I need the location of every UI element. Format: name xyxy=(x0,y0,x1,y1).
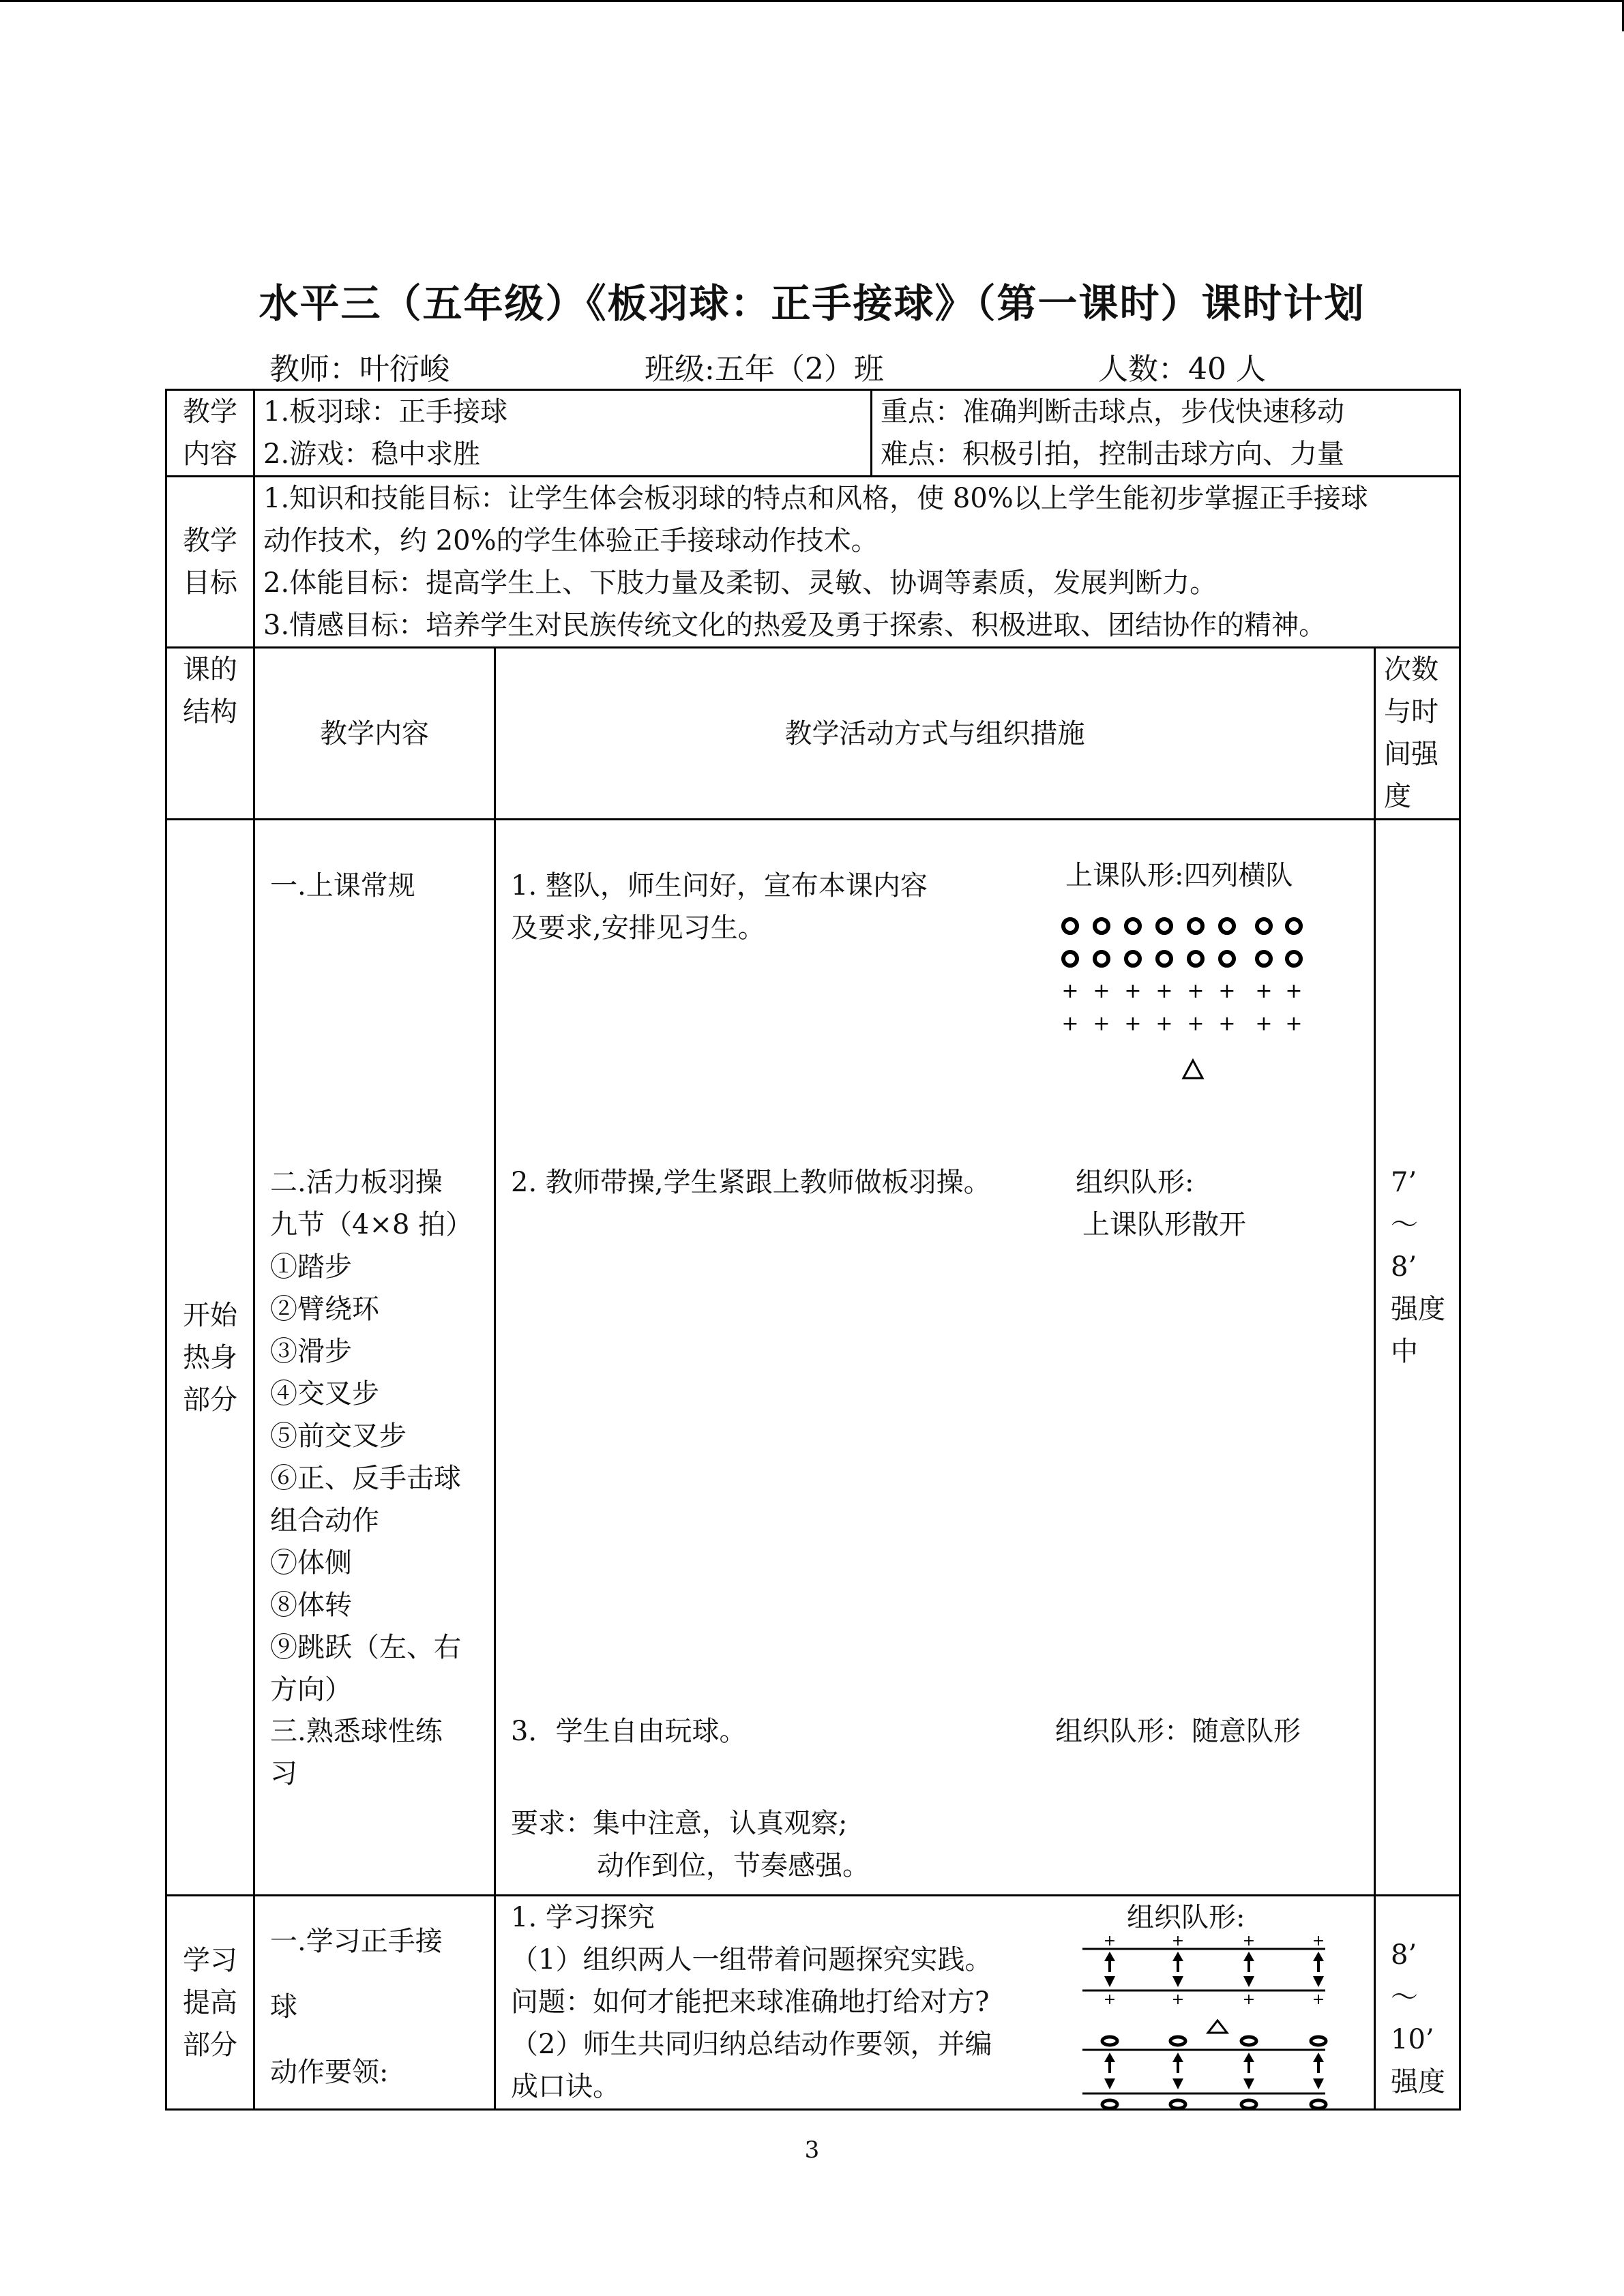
content-item: 2.游戏：稳中求胜 xyxy=(263,438,481,470)
svg-text:+: + xyxy=(1103,1934,1117,1950)
difficulty-text: 难点：积极引拍，控制击球方向、力量 xyxy=(881,438,1345,470)
activity-explore: 1. 学习探究 xyxy=(511,1902,655,1933)
formation-label-3: 组织队形：随意队形 xyxy=(1055,1716,1301,1747)
svg-text:+: + xyxy=(1312,1991,1325,2008)
warmup-content xyxy=(254,820,495,1896)
row-teaching-goals xyxy=(166,477,1460,648)
label-learning: 学习 提高 部分 xyxy=(166,1896,254,2110)
goal-line: 动作技术，约 20%的学生体验正手接球动作技术。 xyxy=(263,525,879,556)
label-teaching-goals: 教学 目标 xyxy=(166,477,254,648)
goal-line: 1.知识和技能目标：让学生体会板羽球的特点和风格，使 80%以上学生能初步掌握正手接球 xyxy=(263,483,1368,514)
svg-text:+: + xyxy=(1255,979,1273,1003)
row-warmup xyxy=(166,820,1460,1896)
formation-label-2: 组织队形: xyxy=(1076,1167,1194,1198)
lesson-plan-table xyxy=(165,389,1461,2111)
teacher-info: 教师：叶衍峻 xyxy=(269,352,449,387)
svg-text:+: + xyxy=(1155,1012,1173,1036)
content-item: 1.板羽球：正手接球 xyxy=(263,396,508,428)
formation-label-1: 上课队形:四列横队 xyxy=(1065,860,1293,891)
svg-text:+: + xyxy=(1093,1012,1110,1036)
svg-text:+: + xyxy=(1187,1012,1205,1036)
row-teaching-content xyxy=(166,390,1460,477)
svg-text:+: + xyxy=(1285,979,1303,1003)
svg-text:+: + xyxy=(1124,1012,1142,1036)
key-point-text: 重点：准确判断击球点，步伐快速移动 xyxy=(881,396,1345,428)
teaching-goals-text xyxy=(254,477,1460,648)
page-number: 3 xyxy=(804,2136,820,2164)
label-teaching-content: 教学 内容 xyxy=(166,390,254,477)
content-exercise: 二.活力板羽操 九节（4×8 拍） ①踏步 ②臂绕环 ③滑步 ④交叉步 ⑤前交叉步 ⑥正、反手击球 组合动作 ⑦体侧 ⑧体转 ⑨跳跃（左、右 方向） xyxy=(270,1167,473,1705)
svg-text:+: + xyxy=(1312,1934,1325,1950)
activity-step-1: （1）组织两人一组带着问题探究实践。 xyxy=(511,1944,992,1976)
page-top-border xyxy=(0,0,1624,2)
svg-text:+: + xyxy=(1061,1012,1079,1036)
teaching-content-items xyxy=(254,390,872,477)
svg-text:+: + xyxy=(1242,1934,1256,1950)
svg-text:+: + xyxy=(1285,1012,1303,1036)
svg-text:+: + xyxy=(1061,979,1079,1003)
svg-text:+: + xyxy=(1103,1991,1117,2008)
warmup-time: 7’ ～ 8’ 强度 中 xyxy=(1375,820,1460,1896)
key-points xyxy=(872,390,1460,477)
header-structure: 课的 结构 xyxy=(166,648,254,820)
svg-text:+: + xyxy=(1155,979,1173,1003)
warmup-activity xyxy=(495,820,1375,1896)
svg-text:+: + xyxy=(1242,1991,1256,2008)
student-count: 人数：40 人 xyxy=(1098,352,1266,387)
row-headers xyxy=(166,648,1460,820)
activity-step-2b: 成口诀。 xyxy=(511,2071,620,2102)
activity-question: 问题：如何才能把来球准确地打给对方? xyxy=(511,1986,990,2018)
svg-text:+: + xyxy=(1171,1934,1185,1950)
content-routine: 一.上课常规 xyxy=(270,870,415,901)
page-title: 水平三（五年级）《板羽球：正手接球》（第一课时）课时计划 xyxy=(259,280,1365,327)
requirements: 要求：集中注意，认真观察; 动作到位，节奏感强。 xyxy=(511,1808,870,1881)
svg-text:+: + xyxy=(1255,1012,1273,1036)
row-learning xyxy=(166,1896,1460,2110)
learning-activity xyxy=(495,1896,1375,2110)
learning-time: 8’ ～ 10’ 强度 xyxy=(1375,1896,1460,2110)
activity-free-play: 3．学生自由玩球。 xyxy=(511,1716,747,1747)
activity-exercise: 2. 教师带操,学生紧跟上教师做板羽操。 xyxy=(511,1167,991,1198)
header-content: 教学内容 xyxy=(254,648,495,820)
svg-text:+: + xyxy=(1171,1991,1185,2008)
formation-label-learn: 组织队形: xyxy=(1127,1902,1245,1933)
formation-label-2b: 上课队形散开 xyxy=(1082,1209,1246,1240)
svg-text:+: + xyxy=(1218,979,1236,1003)
svg-text:+: + xyxy=(1187,979,1205,1003)
class-info: 班级:五年（2）班 xyxy=(645,352,884,387)
svg-text:+: + xyxy=(1124,979,1142,1003)
svg-text:+: + xyxy=(1218,1012,1236,1036)
pair-formation-diagram xyxy=(1082,1934,1328,2138)
goal-line: 2.体能目标：提高学生上、下肢力量及柔韧、灵敏、协调等素质，发展判断力。 xyxy=(263,567,1217,599)
label-warmup: 开始 热身 部分 xyxy=(166,820,254,1896)
learning-content: 一.学习正手接 球 动作要领: xyxy=(254,1896,495,2110)
header-activity: 教学活动方式与组织措施 xyxy=(495,648,1375,820)
goal-line: 3.情感目标：培养学生对民族传统文化的热爱及勇于探索、积极进取、团结协作的精神。 xyxy=(263,610,1327,641)
header-time: 次数 与时 间强 度 xyxy=(1375,648,1460,820)
svg-text:+: + xyxy=(1093,979,1110,1003)
activity-line-up: 1. 整队，师生问好，宣布本课内容 及要求,安排见习生。 xyxy=(511,870,928,944)
content-ball-practice: 三.熟悉球性练 习 xyxy=(270,1716,443,1789)
activity-step-2: （2）师生共同归纳总结动作要领，并编 xyxy=(511,2029,992,2060)
four-row-formation-diagram xyxy=(1055,912,1314,1097)
